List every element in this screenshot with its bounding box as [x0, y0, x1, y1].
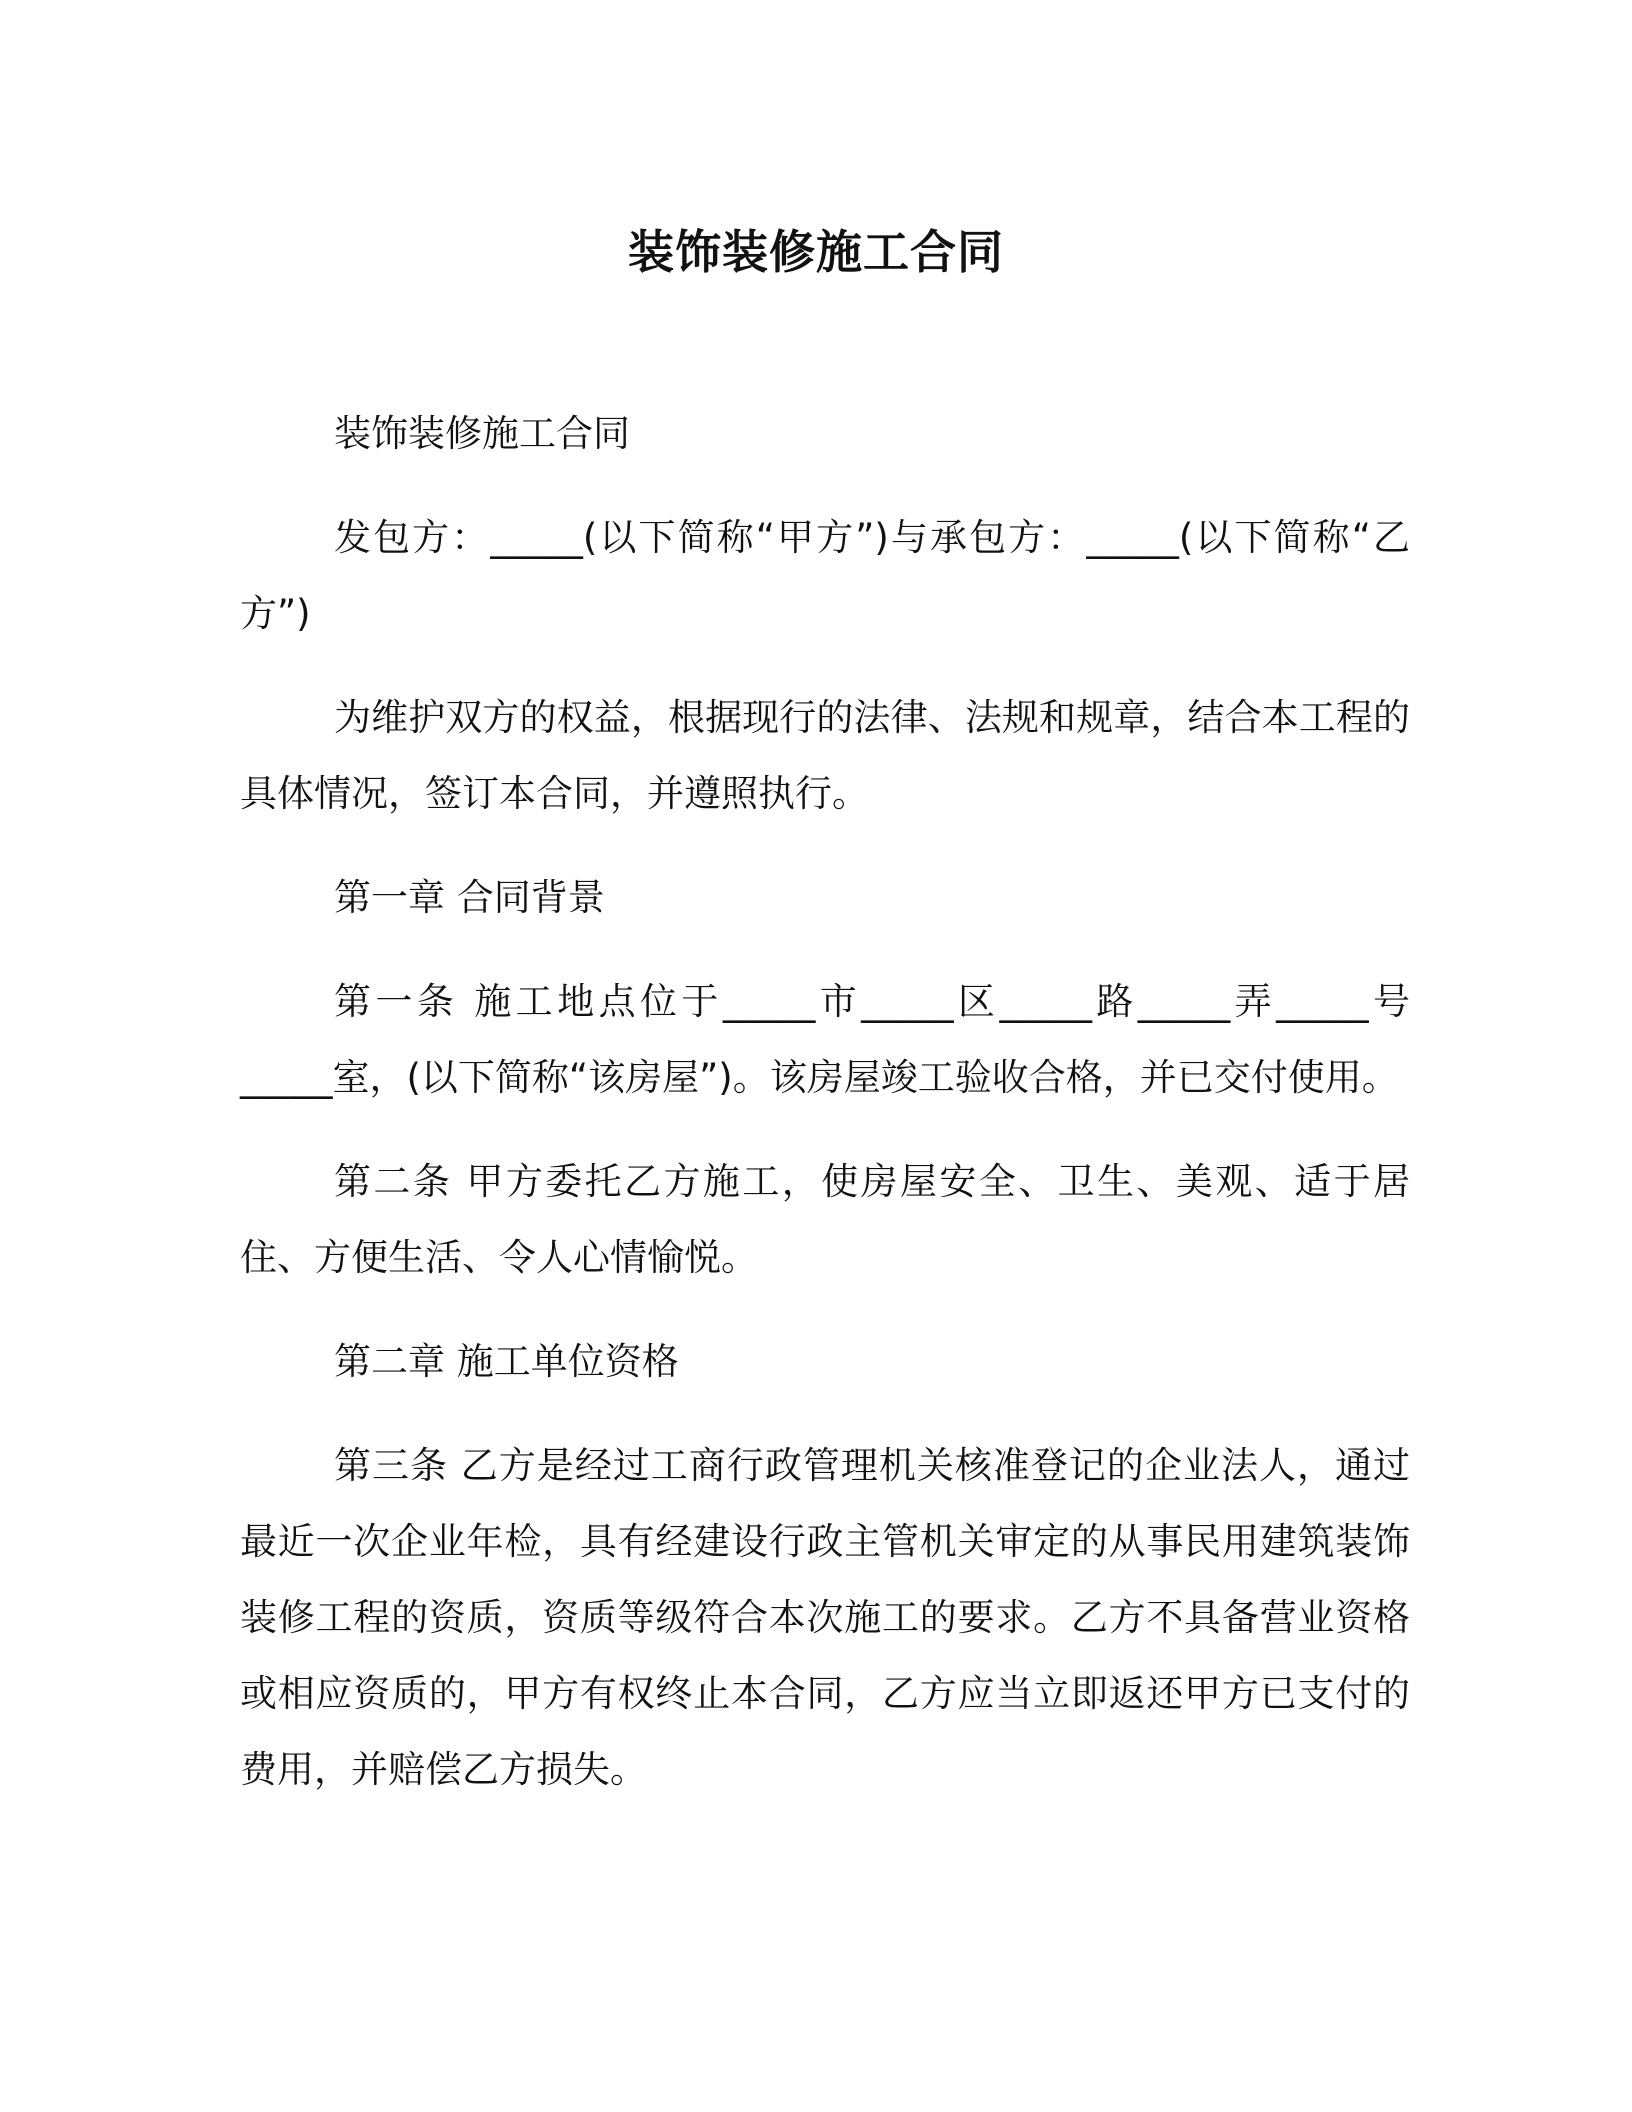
chapter-heading-1: 第一章 合同背景: [334, 876, 605, 919]
article-3: 第三条 乙方是经过工商行政管理机关核准登记的企业法人，通过最近一次企业年检，具有经建设行政主管机关审定的从事民用建筑装饰装修工程的资质，资质等级符合本次施工的要求。乙方不具备营业资格或相应资质的，甲方有权终止本合同，乙方应当立即返还甲方已支付的费用，并赔偿乙方损失。: [240, 1444, 1410, 1791]
chapter-heading-2: 第二章 施工单位资格: [334, 1340, 679, 1383]
article-2: 第二条 甲方委托乙方施工，使房屋安全、卫生、美观、适于居住、方便生活、令人心情愉悦。: [240, 1160, 1410, 1279]
paragraph-subtitle: 装饰装修施工合同: [334, 412, 630, 455]
article-1: 第一条 施工地点位于_____市_____区_____路_____弄_____号_____室，(以下简称“该房屋”)。该房屋竣工验收合格，并已交付使用。: [240, 980, 1410, 1099]
document-title: 装饰装修施工合同: [628, 225, 1004, 279]
document-body: [240, 396, 1410, 1836]
paragraph-preamble: 为维护双方的权益，根据现行的法律、法规和规章，结合本工程的具体情况，签订本合同，并遵照执行。: [240, 696, 1410, 815]
paragraph-parties: 发包方：_____(以下简称“甲方”)与承包方：_____(以下简称“乙方”): [240, 516, 1410, 635]
